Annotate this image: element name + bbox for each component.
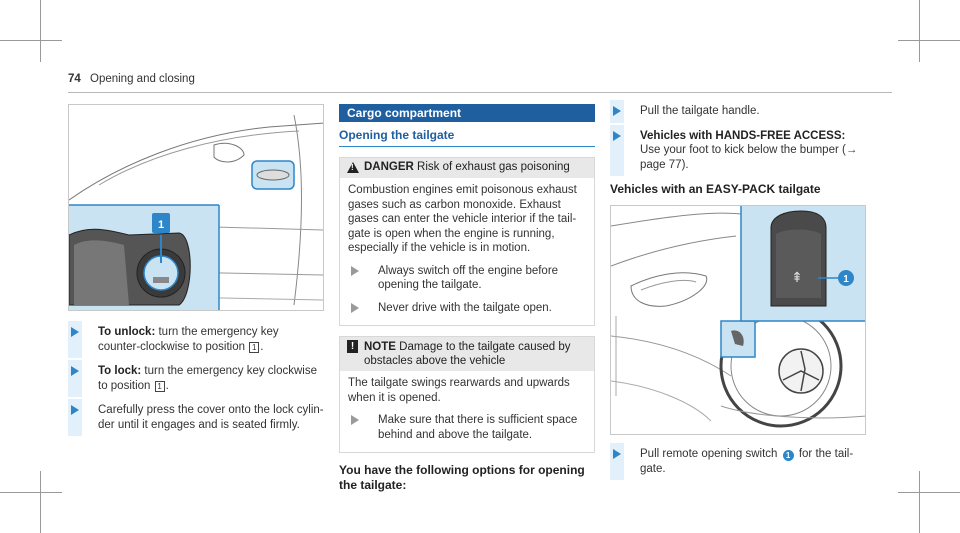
warning-triangle-icon: [347, 162, 359, 173]
crop-mark: [40, 0, 41, 62]
driver-door-illustration: [611, 206, 866, 435]
remote-switch-step: Pull remote opening switch 1 for the tail-gate.: [610, 447, 866, 476]
crop-mark: [40, 471, 41, 533]
bullet-arrow-icon: [613, 449, 621, 459]
bullet-arrow-icon: [351, 303, 359, 313]
position-marker: 1: [249, 342, 259, 353]
svg-text:⇞: ⇞: [791, 270, 803, 286]
danger-body: [340, 178, 594, 325]
right-column: [610, 104, 866, 486]
bullet-arrow-icon: [351, 415, 359, 425]
car-door-illustration: [69, 105, 324, 311]
danger-text: Combustion engines emit poisonous exhaust gases such as carbon monoxide. Exhaust gases can enter the vehicle interior if the tail-gate is open when the engine is running, especially if the vehicle is in motion.: [348, 184, 577, 254]
crop-mark: [898, 492, 960, 493]
crop-mark: [0, 492, 62, 493]
cover-step: Carefully press the cover onto the lock cylin-der until it engages and is seated firmly.: [68, 403, 324, 432]
section-title: Cargo compartment: [339, 104, 595, 122]
bullet-arrow-icon: [71, 405, 79, 415]
figure-label-1: 1: [157, 219, 165, 231]
bullet-arrow-icon: [613, 106, 621, 116]
left-column: [68, 104, 324, 442]
bullet-arrow-icon: [71, 327, 79, 337]
note-title: Damage to the tailgate caused by obstacles above the vehicle: [364, 341, 571, 367]
crop-mark: [898, 40, 960, 41]
danger-title: Risk of exhaust gas poisoning: [417, 161, 570, 173]
lock-step: To lock: turn the emergency key clockwise to position 1 .: [68, 364, 324, 393]
position-marker: 1: [155, 381, 165, 392]
danger-header: [340, 158, 594, 178]
note-box: [339, 336, 595, 453]
note-header: [340, 337, 594, 371]
header-rule: [68, 92, 892, 93]
pull-handle-step: Pull the tailgate handle.: [610, 104, 866, 119]
subsection-title: Opening the tailgate: [339, 128, 595, 147]
note-body: [340, 371, 594, 452]
bullet-arrow-icon: [351, 266, 359, 276]
danger-step: Never drive with the tailgate open.: [348, 301, 586, 316]
hands-free-step: Vehicles with HANDS-FREE ACCESS: Use your foot to kick below the bumper (→ page 77).: [610, 129, 866, 173]
danger-label: DANGER: [364, 161, 414, 173]
emergency-key-figure: [68, 104, 324, 311]
crop-mark: [919, 0, 920, 62]
figure-label-1: 1: [843, 274, 849, 285]
bullet-arrow-icon: [613, 131, 621, 141]
crop-mark: [0, 40, 62, 41]
note-label: NOTE: [364, 341, 396, 353]
page-header: [68, 73, 195, 85]
note-text: The tailgate swings rearwards and upwards when it is opened.: [348, 377, 570, 404]
easy-pack-figure: [610, 205, 866, 435]
easy-pack-heading: Vehicles with an EASY-PACK tailgate: [610, 182, 821, 196]
page-number: 74: [68, 73, 81, 85]
header-section: Opening and closing: [90, 73, 195, 85]
bullet-arrow-icon: [71, 366, 79, 376]
exclamation-icon: !: [347, 340, 358, 353]
note-step: Make sure that there is sufficient space behind and above the tailgate.: [348, 413, 586, 442]
crop-mark: [919, 471, 920, 533]
danger-step: Always switch off the engine before opening the tailgate.: [348, 264, 586, 293]
switch-marker: 1: [783, 450, 794, 461]
options-heading: You have the following options for opening the tailgate:: [339, 463, 585, 492]
middle-column: [339, 104, 595, 493]
danger-box: [339, 157, 595, 326]
unlock-step: To unlock: turn the emergency key counter-clockwise to position 1 .: [68, 325, 324, 354]
